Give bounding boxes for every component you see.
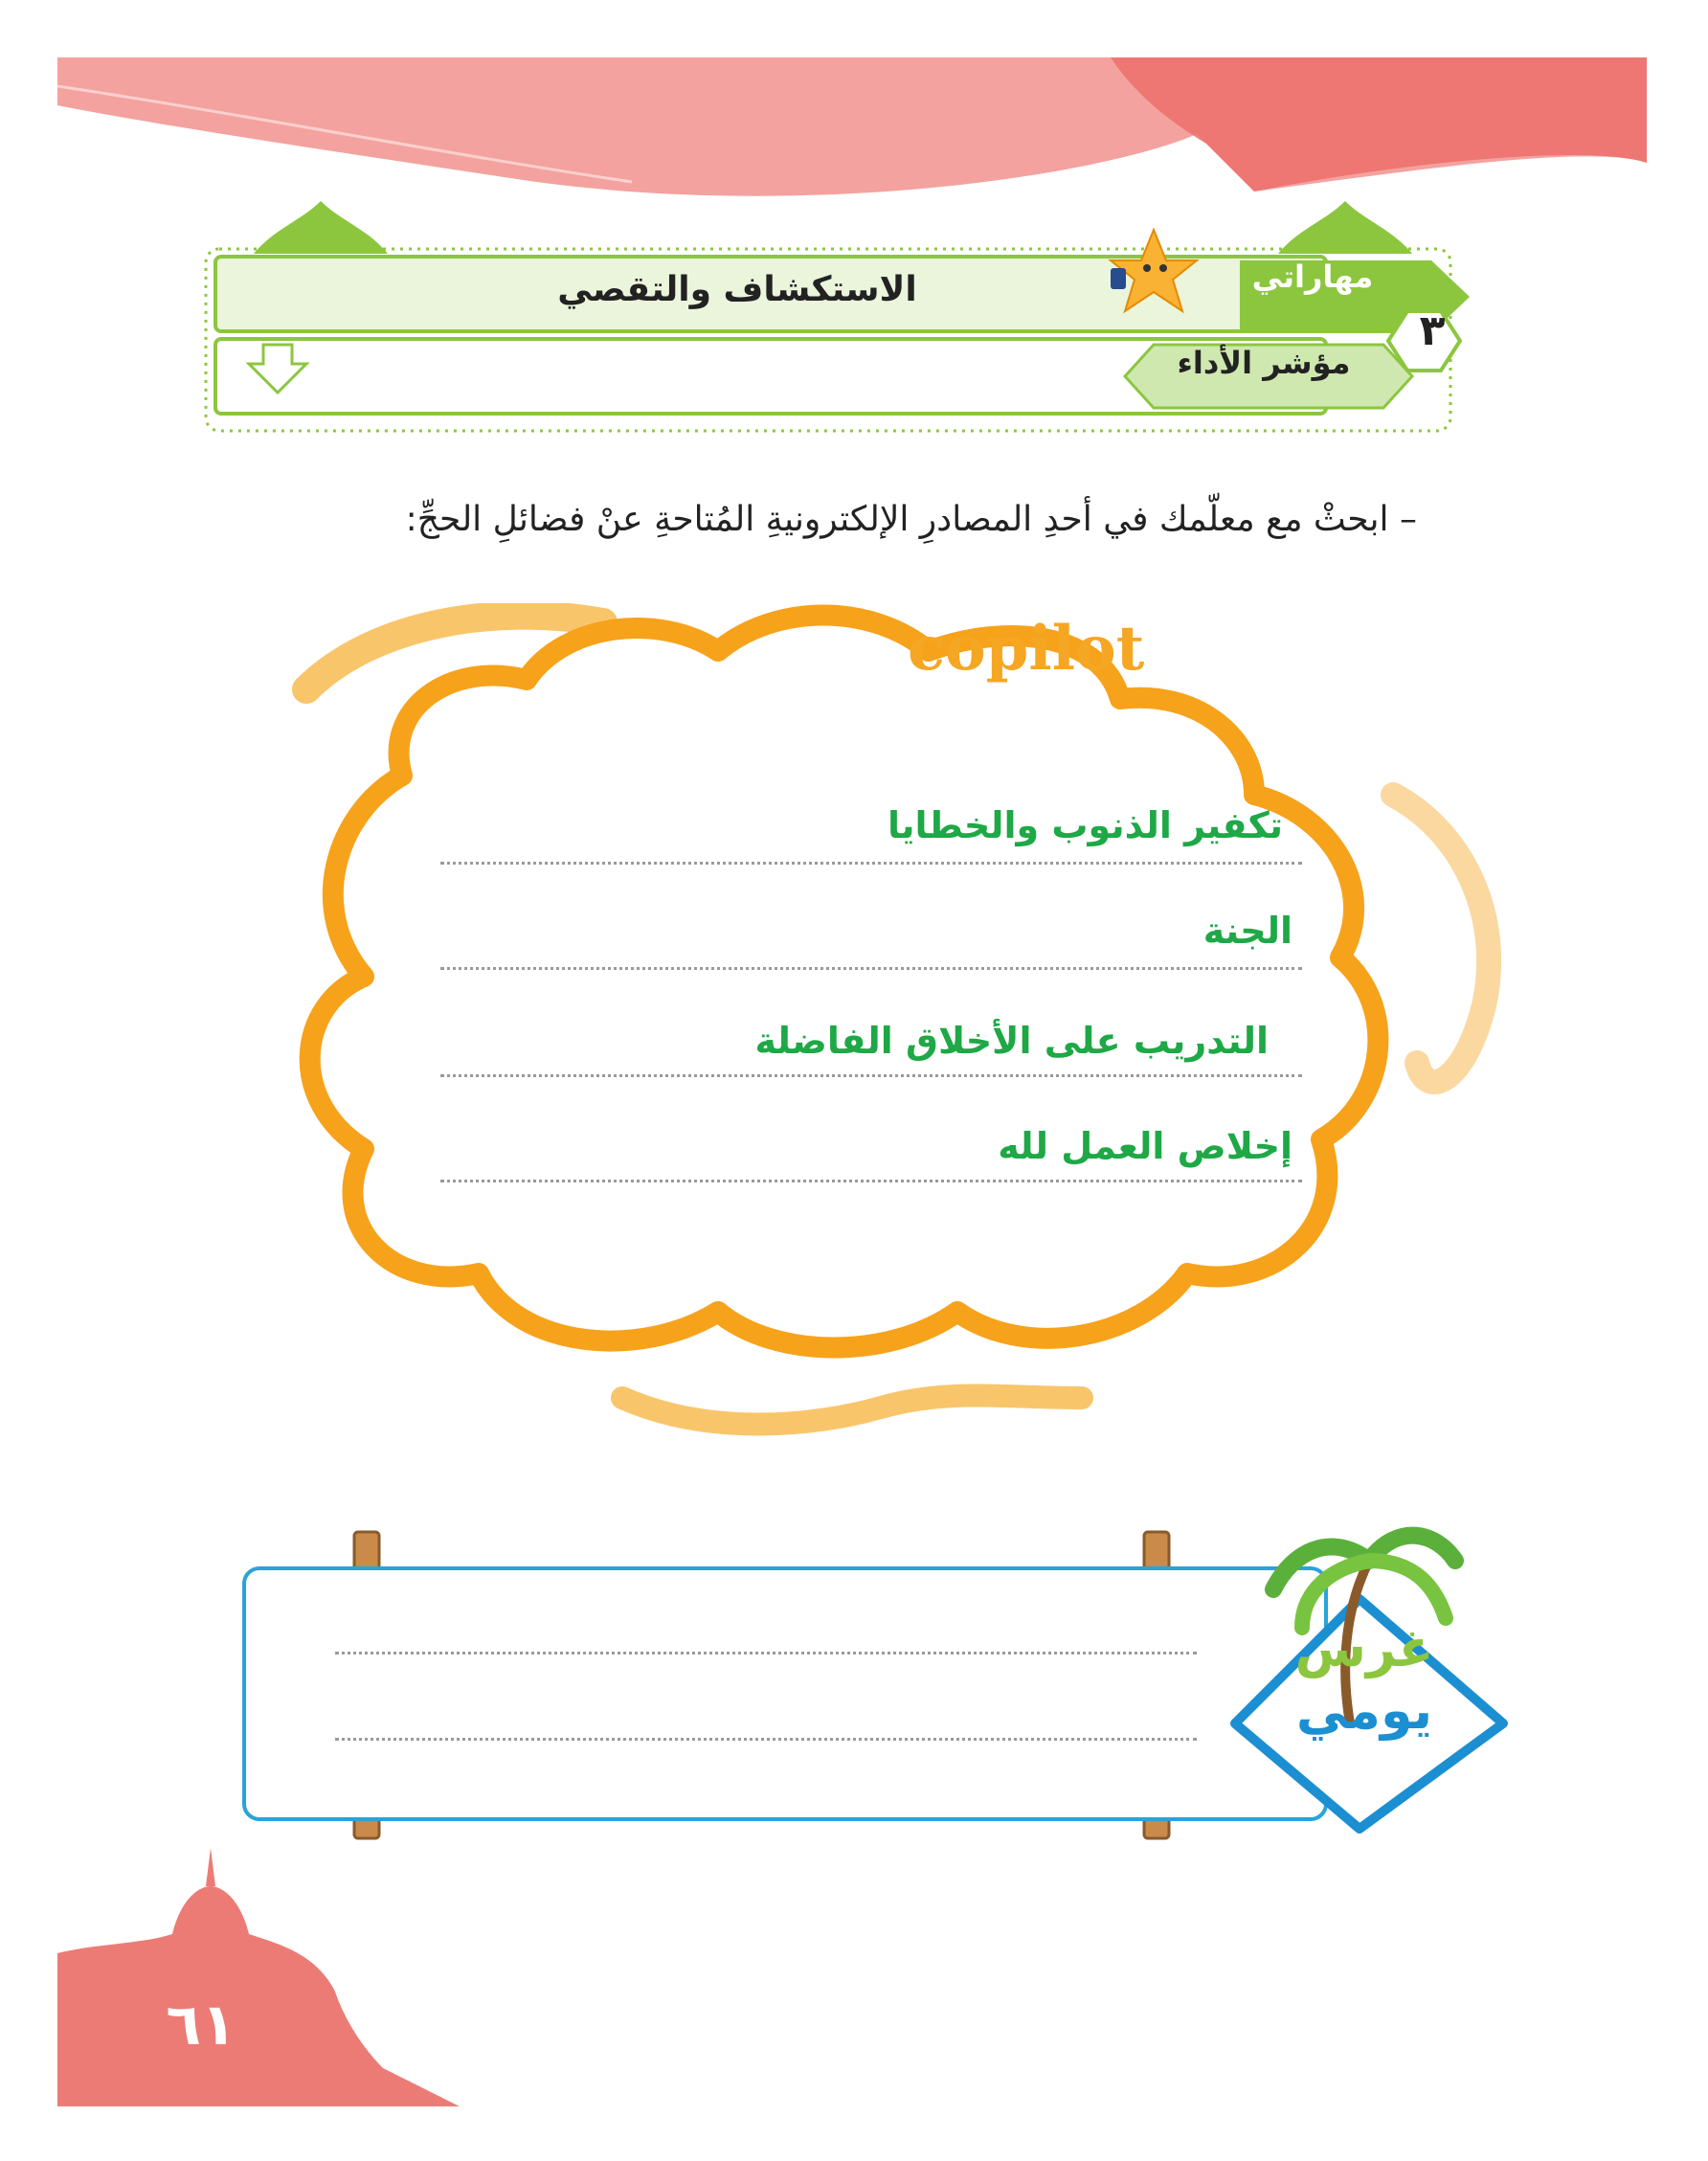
answer-line bbox=[335, 1738, 1197, 1741]
list-item: تكفير الذنوب والخطايا bbox=[888, 804, 1283, 846]
page-number-decoration bbox=[57, 1848, 460, 2106]
cloud-title: copilot bbox=[908, 613, 1145, 685]
lesson-number: ٣ bbox=[1419, 306, 1446, 355]
performance-indicator-label: مؤشر الأداء bbox=[1177, 345, 1351, 381]
sign-word-2: يومي bbox=[1295, 1680, 1433, 1741]
page-number: ٦١ bbox=[166, 1992, 236, 2059]
answer-line bbox=[440, 1180, 1302, 1182]
list-item: التدريب على الأخلاق الفاضلة bbox=[754, 1020, 1269, 1062]
skills-label: مهاراتي bbox=[1251, 259, 1374, 295]
answer-line bbox=[335, 1652, 1197, 1655]
answer-line bbox=[440, 862, 1302, 865]
list-item: الجنة bbox=[1202, 910, 1292, 952]
sign-word-1: غرس bbox=[1294, 1618, 1434, 1678]
instruction-text: – ابحثْ مع معلّمك في أحدِ المصادرِ الإلكترونيةِ المُتاحةِ عنْ فضائلِ الحجِّ: bbox=[405, 500, 1417, 539]
list-item: إخلاص العمل لله bbox=[998, 1125, 1292, 1167]
skill-title: الاستكشاف والتقصي bbox=[557, 270, 917, 309]
answer-line bbox=[440, 967, 1302, 970]
answer-line bbox=[440, 1074, 1302, 1077]
top-decorative-banner bbox=[57, 57, 1647, 220]
